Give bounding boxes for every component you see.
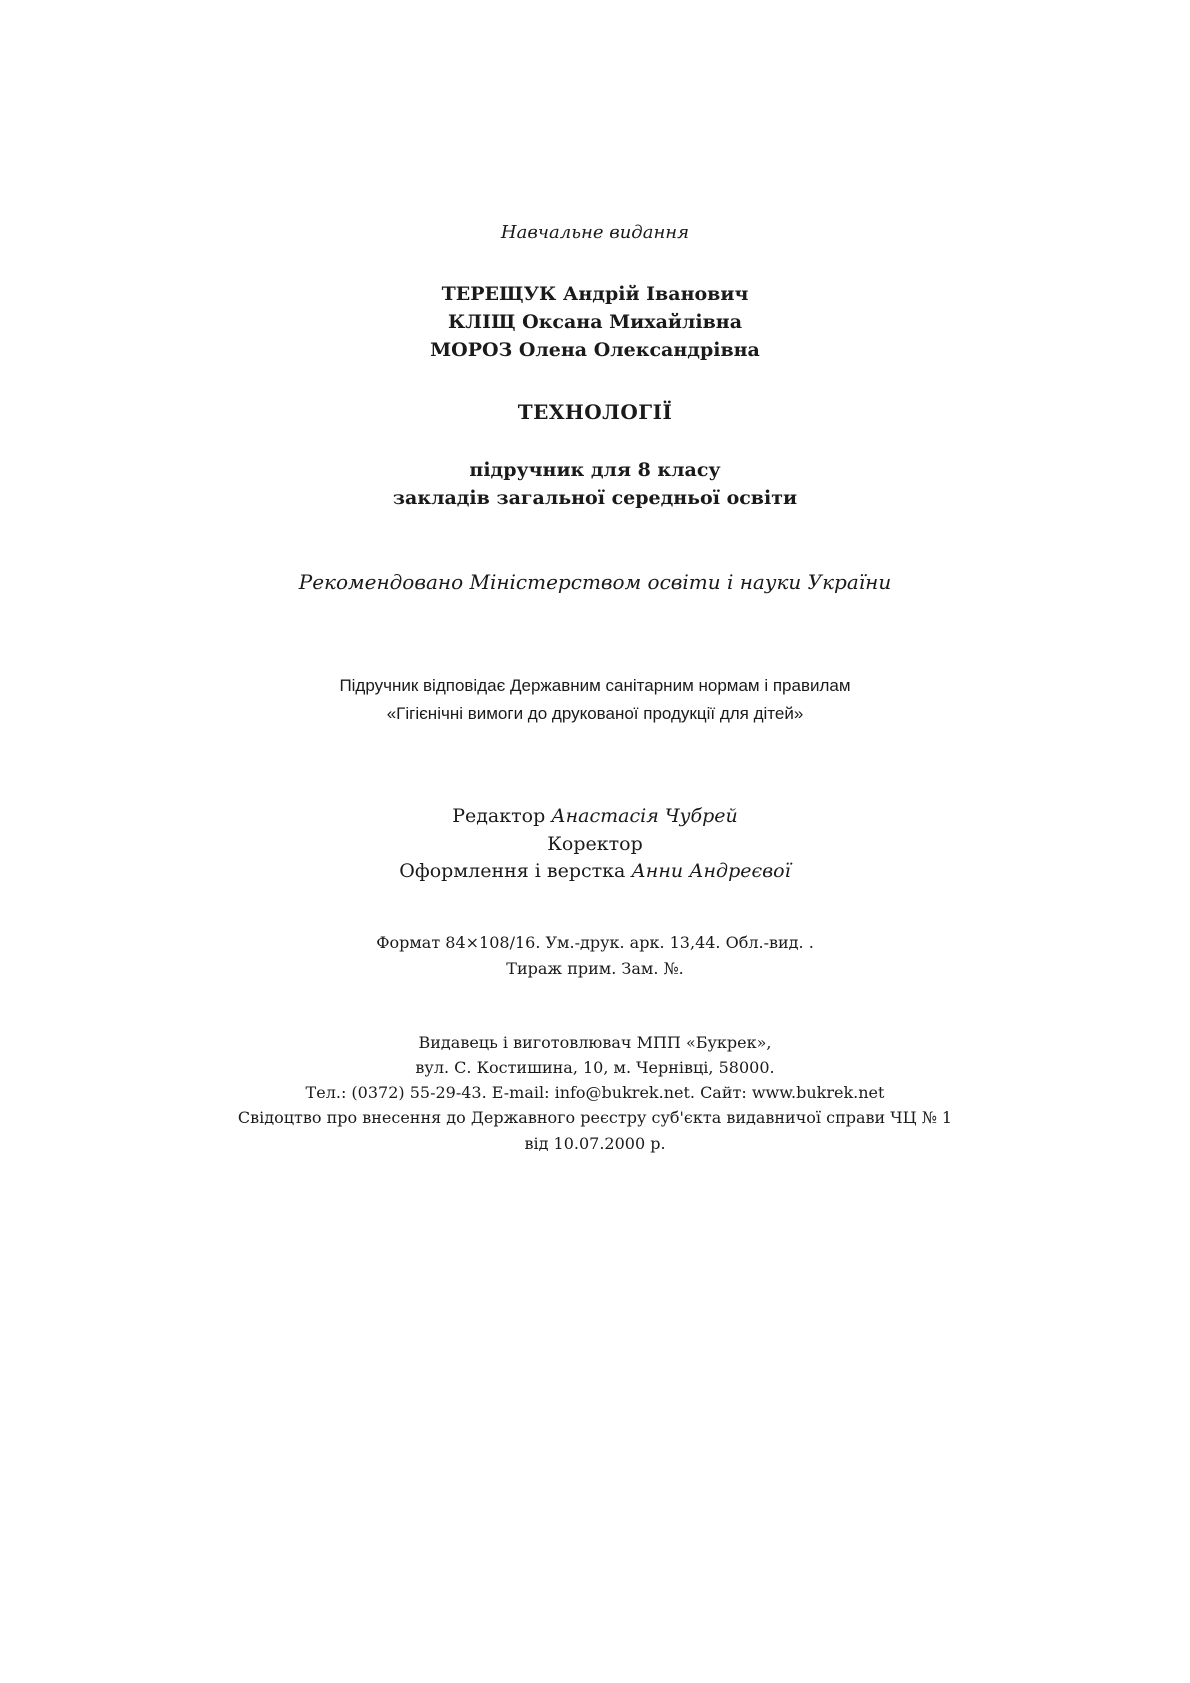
editor-name: Анастасія Чубрей: [551, 805, 738, 827]
book-subtitle: закладів загальної середньої освіти: [392, 487, 798, 509]
hygiene-note: Підручник відповідає Державним санітарним нормам і правилам: [339, 676, 851, 695]
author-name: КЛІЩ Оксана Михайлівна: [447, 311, 743, 333]
publisher-address: вул. С. Костишина, 10, м. Чернівці, 58000.: [415, 1058, 775, 1077]
ministry-recommendation: Рекомендовано Міністерством освіти і науки України: [298, 570, 892, 594]
book-subtitle: підручник для 8 класу: [469, 459, 721, 481]
hygiene-note: «Гігієнічні вимоги до друкованої продукції для дітей»: [386, 704, 804, 723]
edition-type: Навчальне видання: [500, 222, 690, 243]
layout-name: Анни Андреєвої: [631, 860, 791, 882]
editor-role: Редактор: [452, 805, 546, 827]
proofreader-role: Коректор: [547, 833, 643, 855]
proofreader-credit: [0, 835, 1190, 854]
print-run-info: Тираж прим. Зам. №.: [506, 959, 684, 978]
editor-credit: [0, 807, 1190, 826]
publisher-contacts: Тел.: (0372) 55-29-43. E-mail: info@bukrek.net. Сайт: www.bukrek.net: [305, 1083, 885, 1102]
layout-role: Оформлення і верстка: [399, 860, 626, 882]
layout-credit: [0, 862, 1190, 881]
publisher-certificate: Свідоцтво про внесення до Державного реєстру суб'єкта видавничої справи ЧЦ № 1: [237, 1108, 953, 1127]
author-name: ТЕРЕЩУК Андрій Іванович: [441, 283, 749, 305]
book-title: ТЕХНОЛОГІЇ: [517, 400, 673, 424]
certificate-date: від 10.07.2000 р.: [524, 1134, 666, 1153]
author-name: МОРОЗ Олена Олександрівна: [430, 339, 760, 361]
format-info: Формат 84×108/16. Ум.-друк. арк. 13,44. Обл.-вид. .: [376, 933, 814, 952]
publisher-line: Видавець і виготовлювач МПП «Букрек»,: [418, 1033, 772, 1052]
